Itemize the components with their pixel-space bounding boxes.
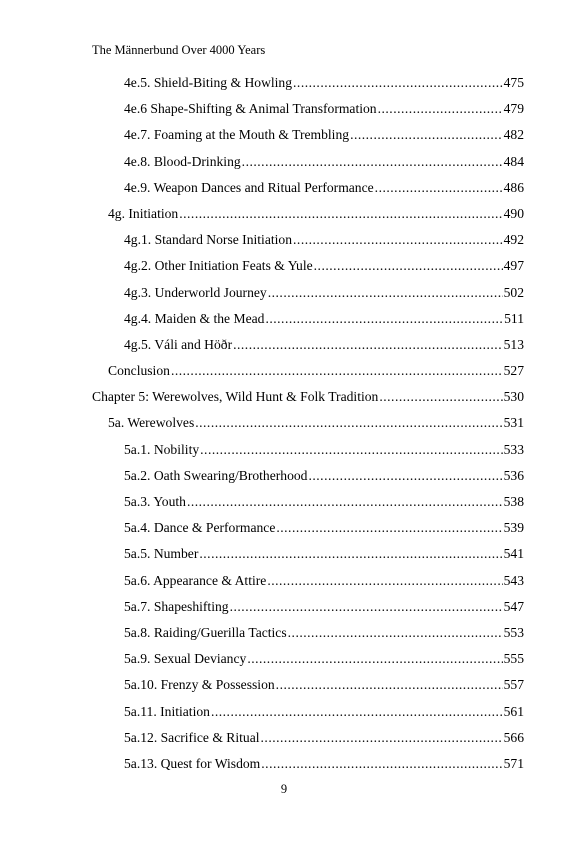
toc-entry[interactable] bbox=[0, 253, 568, 279]
toc-entry-page-number: 490 bbox=[503, 205, 524, 221]
page-number: 9 bbox=[280, 782, 288, 796]
toc-entry-page-number: 492 bbox=[503, 232, 524, 248]
toc-entry-title: 5a.1. Nobility bbox=[124, 441, 200, 457]
toc-entry-title: Chapter 5: Werewolves, Wild Hunt & Folk Tradition bbox=[92, 389, 379, 405]
toc-entry-page-number: 553 bbox=[503, 624, 524, 640]
toc-entry-title: 5a.8. Raiding/Guerilla Tactics bbox=[124, 624, 287, 640]
toc-entry-page-number: 538 bbox=[503, 494, 524, 509]
dot-leader bbox=[261, 751, 502, 777]
toc-entry-page-number: 539 bbox=[503, 520, 524, 536]
toc-entry-page-number: 475 bbox=[503, 75, 524, 90]
toc-entry[interactable] bbox=[0, 201, 568, 227]
toc-entry-page-number: 566 bbox=[503, 729, 524, 745]
toc-entry[interactable] bbox=[0, 725, 568, 751]
toc-entry-title: 4g. Initiation bbox=[108, 205, 179, 221]
dot-leader bbox=[276, 672, 503, 698]
dot-leader bbox=[199, 541, 502, 567]
toc-entry[interactable] bbox=[0, 489, 568, 515]
dot-leader bbox=[233, 332, 503, 358]
dot-leader bbox=[261, 725, 503, 751]
toc-entry-title: 5a.2. Oath Swearing/Brotherhood bbox=[124, 467, 308, 483]
toc-entry-title: 5a.11. Initiation bbox=[124, 703, 210, 719]
toc-entry-page-number: 486 bbox=[503, 179, 524, 195]
toc-entry-title: 5a.10. Frenzy & Possession bbox=[124, 677, 275, 693]
toc-entry-page-number: 530 bbox=[503, 389, 524, 405]
toc-entry-title: 4e.7. Foaming at the Mouth & Trembling bbox=[124, 127, 350, 143]
toc-entry-title: 5a.12. Sacrifice & Ritual bbox=[124, 729, 260, 745]
toc-entry-page-number: 531 bbox=[503, 415, 524, 431]
toc-entry[interactable] bbox=[0, 541, 568, 567]
toc-entry[interactable] bbox=[0, 646, 568, 672]
toc-entry[interactable] bbox=[0, 227, 568, 253]
toc-entry[interactable] bbox=[0, 175, 568, 201]
toc-entry-title: 4g.4. Maiden & the Mead bbox=[124, 310, 265, 326]
toc-entry-page-number: 527 bbox=[503, 363, 524, 379]
toc-entry[interactable] bbox=[0, 410, 568, 436]
dot-leader bbox=[179, 201, 502, 227]
dot-leader bbox=[276, 515, 502, 541]
toc-entry-title: Conclusion bbox=[108, 363, 170, 379]
dot-leader bbox=[265, 306, 503, 332]
toc-entry-page-number: 511 bbox=[504, 310, 524, 326]
toc-entry-title: 5a.7. Shapeshifting bbox=[124, 598, 229, 614]
table-of-contents bbox=[0, 70, 568, 777]
toc-entry-page-number: 502 bbox=[503, 284, 524, 300]
toc-entry[interactable] bbox=[0, 699, 568, 725]
dot-leader bbox=[288, 620, 503, 646]
dot-leader bbox=[314, 253, 503, 279]
toc-entry[interactable] bbox=[0, 568, 568, 594]
dot-leader bbox=[200, 437, 502, 463]
toc-entry[interactable] bbox=[0, 332, 568, 358]
dot-leader bbox=[211, 699, 503, 725]
toc-entry-page-number: 541 bbox=[503, 546, 524, 562]
dot-leader bbox=[308, 463, 502, 489]
dot-leader bbox=[242, 149, 503, 175]
toc-entry-page-number: 571 bbox=[503, 755, 524, 771]
toc-entry[interactable] bbox=[0, 280, 568, 306]
toc-entry[interactable] bbox=[0, 149, 568, 175]
dot-leader bbox=[247, 646, 502, 672]
toc-entry[interactable] bbox=[0, 384, 568, 410]
toc-entry[interactable] bbox=[0, 70, 568, 96]
toc-entry-title: 4g.3. Underworld Journey bbox=[124, 284, 267, 300]
toc-entry-title: 5a.4. Dance & Performance bbox=[124, 520, 276, 536]
toc-entry-title: 4g.1. Standard Norse Initiation bbox=[124, 232, 293, 248]
toc-entry-page-number: 533 bbox=[503, 441, 524, 457]
toc-entry-page-number: 513 bbox=[503, 336, 524, 352]
toc-entry[interactable] bbox=[0, 515, 568, 541]
toc-entry[interactable] bbox=[0, 122, 568, 148]
toc-entry-page-number: 543 bbox=[503, 572, 524, 588]
dot-leader bbox=[171, 358, 503, 384]
toc-entry-title: 5a.3. Youth bbox=[124, 494, 186, 509]
toc-entry[interactable] bbox=[0, 358, 568, 384]
toc-entry-title: 5a. Werewolves bbox=[108, 415, 195, 431]
toc-entry[interactable] bbox=[0, 437, 568, 463]
toc-entry[interactable] bbox=[0, 306, 568, 332]
toc-entry[interactable] bbox=[0, 751, 568, 777]
dot-leader bbox=[268, 280, 503, 306]
toc-entry-page-number: 557 bbox=[503, 677, 524, 693]
toc-entry-title: 5a.5. Number bbox=[124, 546, 199, 562]
toc-entry[interactable] bbox=[0, 672, 568, 698]
toc-entry-title: 4e.9. Weapon Dances and Ritual Performance bbox=[124, 179, 374, 195]
toc-entry-page-number: 497 bbox=[503, 258, 524, 274]
toc-entry[interactable] bbox=[0, 594, 568, 620]
dot-leader bbox=[267, 568, 502, 594]
toc-entry-page-number: 561 bbox=[503, 703, 524, 719]
dot-leader bbox=[195, 410, 502, 436]
toc-entry-title: 4e.6 Shape-Shifting & Animal Transformation bbox=[124, 101, 377, 117]
toc-entry-title: 5a.9. Sexual Deviancy bbox=[124, 651, 247, 667]
running-header: The Männerbund Over 4000 Years bbox=[92, 43, 266, 57]
dot-leader bbox=[293, 70, 503, 96]
toc-entry-page-number: 484 bbox=[503, 153, 524, 169]
toc-entry[interactable] bbox=[0, 620, 568, 646]
toc-entry-page-number: 555 bbox=[503, 651, 524, 667]
toc-entry-title: 4e.5. Shield-Biting & Howling bbox=[124, 75, 293, 90]
toc-entry-page-number: 536 bbox=[503, 467, 524, 483]
dot-leader bbox=[350, 122, 503, 148]
dot-leader bbox=[378, 96, 503, 122]
toc-entry-page-number: 482 bbox=[503, 127, 524, 143]
toc-entry-title: 4g.5. Váli and Höðr bbox=[124, 336, 233, 352]
toc-entry[interactable] bbox=[0, 463, 568, 489]
toc-entry-page-number: 479 bbox=[503, 101, 524, 117]
dot-leader bbox=[379, 384, 502, 410]
toc-entry[interactable] bbox=[0, 96, 568, 122]
toc-entry-title: 5a.6. Appearance & Attire bbox=[124, 572, 267, 588]
dot-leader bbox=[187, 489, 503, 515]
toc-entry-title: 4g.2. Other Initiation Feats & Yule bbox=[124, 258, 313, 274]
toc-entry-title: 5a.13. Quest for Wisdom bbox=[124, 755, 261, 771]
toc-entry-page-number: 547 bbox=[503, 598, 524, 614]
dot-leader bbox=[375, 175, 503, 201]
dot-leader bbox=[230, 594, 503, 620]
toc-entry-title: 4e.8. Blood-Drinking bbox=[124, 153, 241, 169]
dot-leader bbox=[293, 227, 503, 253]
